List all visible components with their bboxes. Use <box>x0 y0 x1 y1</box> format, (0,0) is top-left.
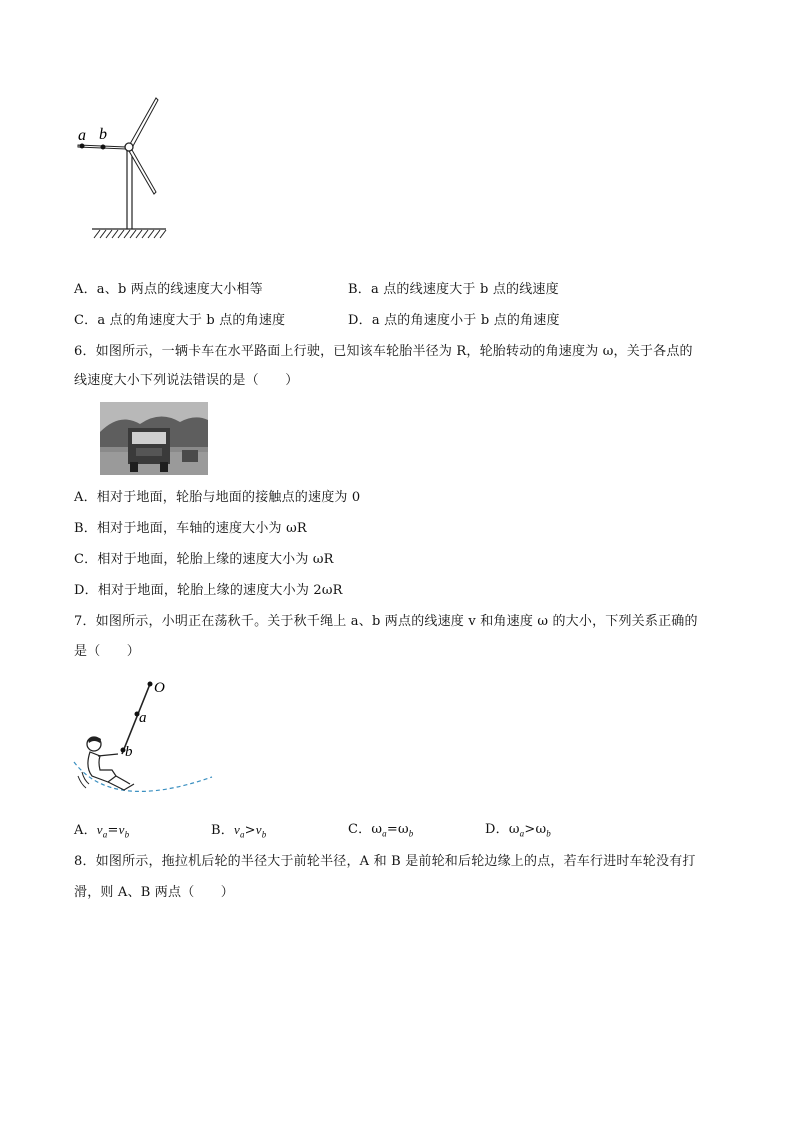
q5-option-a[interactable]: A．a、b 两点的线速度大小相等 <box>74 282 263 297</box>
q5-option-b[interactable]: B．a 点的线速度大于 b 点的线速度 <box>348 282 559 297</box>
label-a: a <box>78 127 86 144</box>
q7-stem-line1: 7．如图所示，小明正在荡秋千。关于秋千绳上 a、b 两点的线速度 v 和角速度 ω 的大小，下列关系正确的 <box>74 614 698 629</box>
label-b: b <box>99 126 107 143</box>
q7-option-d-text <box>485 822 492 838</box>
label-o: O <box>154 680 165 696</box>
point-a <box>80 144 85 149</box>
q6-option-c[interactable]: C．相对于地面，轮胎上缘的速度大小为 ωR <box>74 552 334 567</box>
pivot-o <box>148 682 153 687</box>
q5-option-c[interactable]: C．a 点的角速度大于 b 点的角速度 <box>74 313 286 328</box>
q7-option-a[interactable]: A．$v_a=v_b$ <box>74 822 130 840</box>
q7-option-c[interactable]: C．$\omega_a=\omega_b$ <box>348 822 414 839</box>
q7-option-c-text <box>348 822 355 838</box>
truck-photo <box>100 402 208 475</box>
label-a: a <box>139 710 147 726</box>
q6-stem-line2: 线速度大小下列说法错误的是（ ） <box>74 373 299 388</box>
q6-stem-line1: 6．如图所示，一辆卡车在水平路面上行驶，已知该车轮胎半径为 R，轮胎转动的角速度为 ω，关于各点的 <box>74 344 693 359</box>
point-b <box>101 145 106 150</box>
q8-stem-line2: 滑，则 A、B 两点（ ） <box>74 885 235 900</box>
q8-stem-line1: 8．如图所示，拖拉机后轮的半径大于前轮半径，A 和 B 是前轮和后轮边缘上的点，若车行进时车轮没有打 <box>74 854 696 869</box>
q7-option-b-text <box>211 822 217 838</box>
q7-option-a-text <box>74 822 80 838</box>
q7-stem-line2: 是（ ） <box>74 644 141 659</box>
q5-option-d[interactable]: D．a 点的角速度小于 b 点的角速度 <box>348 313 560 328</box>
q7-option-d[interactable]: D．$\omega_a>\omega_b$ <box>485 822 551 839</box>
q6-option-b[interactable]: B．相对于地面，车轴的速度大小为 ωR <box>74 521 307 536</box>
windmill-figure <box>70 92 180 242</box>
q6-option-a[interactable]: A．相对于地面，轮胎与地面的接触点的速度为 0 <box>74 490 361 505</box>
swing-figure <box>72 672 217 807</box>
label-b: b <box>125 744 133 760</box>
q6-option-d[interactable]: D．相对于地面，轮胎上缘的速度大小为 2ωR <box>74 583 343 598</box>
q7-option-b[interactable]: B．$v_a>v_b$ <box>211 822 267 840</box>
